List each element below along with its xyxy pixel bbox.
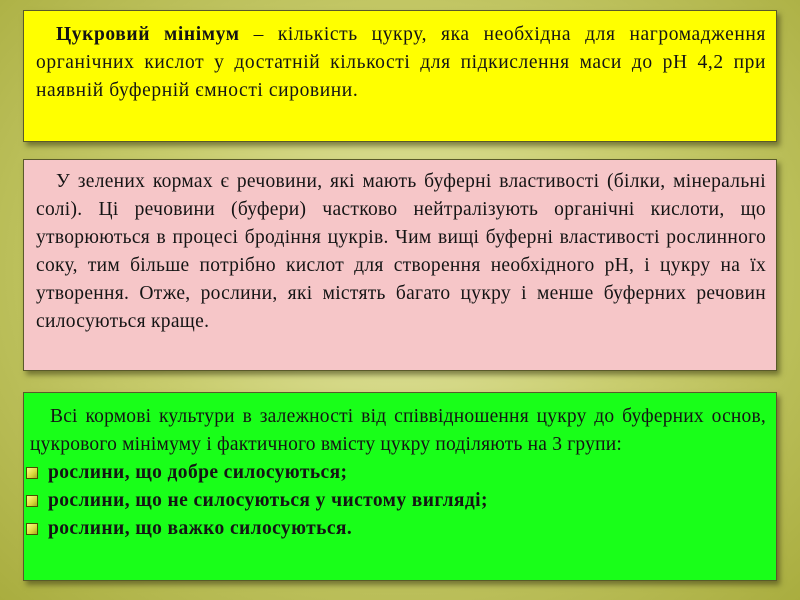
buffer-properties-paragraph: У зелених кормах є речовини, які мають буферні властивості (білки, мінеральні солі). Ці речовини (буфери) частково нейтралізують органічні кислоти, що утворюються в процесі бродіння цукрів. Чим вищі буферні властивості рослинного соку, тим більше потрібно кислот для створення необхідного рН, і цукру на їх утворення. Отже, рослини, які містять багато цукру і менше буферних речовин силосуються краще. [36, 171, 766, 332]
group-label: рослини, що важко силосуються. [48, 518, 353, 539]
list-item [26, 515, 766, 543]
crop-groups-intro: Всі кормові культури в залежності від співвідношення цукру до буферних основ, цукрового мінімуму і фактичного вмісту цукру поділяють на 3 групи: [30, 406, 766, 455]
square-bullet-icon [26, 467, 38, 479]
group-label: рослини, що не силосуються у чистому вигляді; [48, 490, 488, 511]
square-bullet-icon [26, 495, 38, 507]
buffer-properties-box [23, 159, 777, 371]
group-label: рослини, що добре силосуються; [48, 462, 348, 483]
definition-term: Цукровий мінімум [56, 24, 240, 45]
definition-box [23, 10, 777, 142]
crop-groups-list [30, 459, 766, 543]
crop-groups-box [23, 392, 777, 581]
list-item [26, 459, 766, 487]
definition-text: – кількість цукру, яка необхідна для нагромадження органічних кислот у достатній кількості для підкислення маси до рН 4,2 при наявній буферній ємності сировини. [36, 24, 766, 101]
list-item [26, 487, 766, 515]
square-bullet-icon [26, 523, 38, 535]
definition-paragraph [36, 21, 766, 105]
